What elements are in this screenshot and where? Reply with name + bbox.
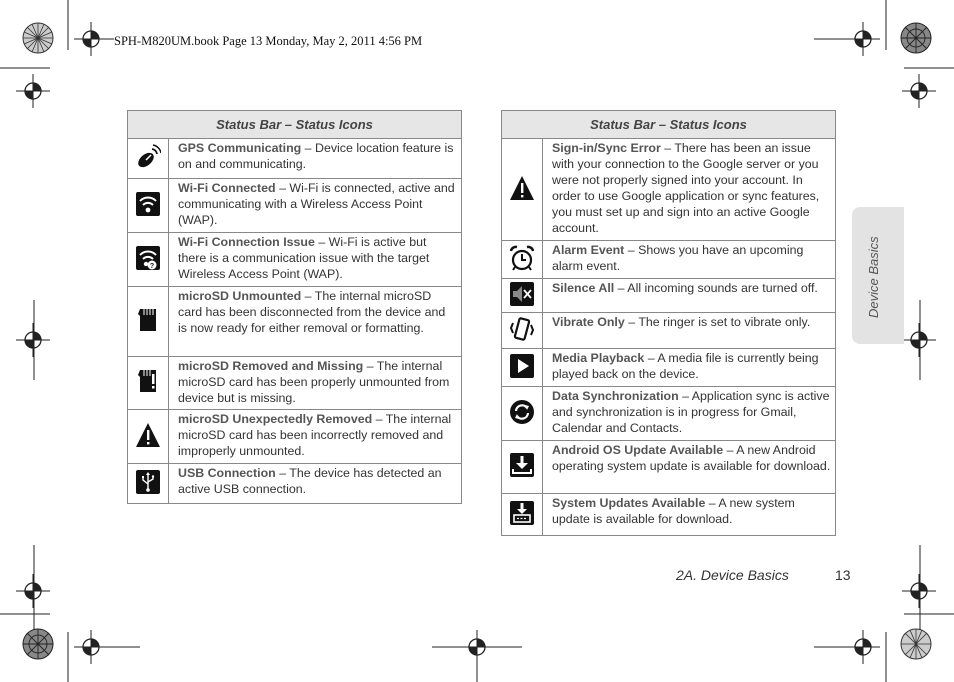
table-row <box>502 139 836 241</box>
registration-mark-top-left-rosette <box>22 22 54 54</box>
microsd-unmounted-icon <box>135 307 161 333</box>
wifi-connected-icon <box>135 191 161 217</box>
crosshair-mark-bottom-right <box>846 630 880 664</box>
row-term: System Updates Available <box>552 496 706 510</box>
table-row <box>128 233 462 287</box>
row-term: Alarm Event <box>552 243 625 257</box>
table-row <box>502 441 836 494</box>
gps-communicating-icon <box>135 144 161 170</box>
left-status-icons-table <box>127 110 462 504</box>
row-term: Media Playback <box>552 351 645 365</box>
row-description: – A new Android operating system update is available for download. <box>552 443 831 473</box>
row-term: Vibrate Only <box>552 315 625 329</box>
table-row <box>502 494 836 536</box>
page-number: 13 <box>835 567 851 583</box>
table-row <box>502 349 836 387</box>
footer-section-title: 2A. Device Basics <box>676 567 789 583</box>
row-term: Wi-Fi Connection Issue <box>178 235 315 249</box>
row-description: – The device has detected an active USB connection. <box>178 466 442 496</box>
row-description: – Wi-Fi is active but there is a communication issue with the target Wireless Access Point (WAP). <box>178 235 430 281</box>
row-description: – There has been an issue with your connection to the Google server or you were not properly signed into your account. In order to use Google application or sync features, you must set up and sign into an active Google account. <box>552 141 820 235</box>
table-title: Status Bar – Status Icons <box>128 111 462 139</box>
row-term: Android OS Update Available <box>552 443 724 457</box>
alarm-clock-icon <box>509 245 535 271</box>
registration-mark-bottom-left-rosette <box>22 628 54 660</box>
crosshair-mark-upper-left <box>16 74 50 108</box>
table-row <box>128 410 462 464</box>
table-row <box>502 279 836 313</box>
warning-icon <box>135 422 161 448</box>
registration-mark-bottom-right-rosette <box>900 628 932 660</box>
row-description: – A new system update is available for download. <box>552 496 795 526</box>
table-row <box>128 464 462 504</box>
table-row <box>128 139 462 179</box>
crosshair-mark-lower-left <box>16 574 50 608</box>
row-description: – Device location feature is on and communicating. <box>178 141 454 171</box>
table-title: Status Bar – Status Icons <box>502 111 836 139</box>
play-icon <box>509 353 535 379</box>
table-row <box>128 287 462 357</box>
row-description: – Application sync is active and synchronization is in progress for Gmail, Calendar and Contacts. <box>552 389 830 435</box>
table-row <box>502 387 836 441</box>
usb-icon <box>135 469 161 495</box>
row-description: – The ringer is set to vibrate only. <box>624 315 811 329</box>
row-description: – Wi-Fi is connected, active and communicating with a Wireless Access Point (WAP). <box>178 181 455 227</box>
table-row <box>502 241 836 279</box>
row-term: Data Synchronization <box>552 389 679 403</box>
microsd-removed-icon <box>135 368 161 394</box>
row-term: Sign-in/Sync Error <box>552 141 661 155</box>
crosshair-mark-upper-right <box>902 74 936 108</box>
crosshair-mark-lower-right <box>902 574 936 608</box>
crosshair-mark-bottom-center <box>460 630 494 664</box>
crosshair-mark-top-left <box>74 22 108 56</box>
download-icon <box>509 452 535 478</box>
crosshair-mark-middle-right <box>902 323 936 357</box>
crosshair-mark-top-right <box>846 22 880 56</box>
table-row <box>128 179 462 233</box>
row-term: microSD Unexpectedly Removed <box>178 412 373 426</box>
row-term: Silence All <box>552 281 615 295</box>
row-term: microSD Removed and Missing <box>178 359 364 373</box>
table-row <box>502 313 836 349</box>
wifi-connection-issue-icon <box>135 245 161 271</box>
row-term: USB Connection <box>178 466 276 480</box>
sync-icon <box>509 399 535 425</box>
row-term: Wi-Fi Connected <box>178 181 276 195</box>
row-description: – All incoming sounds are turned off. <box>614 281 818 295</box>
row-description: – The internal microSD card has been properly unmounted from device but is missing. <box>178 359 450 405</box>
book-print-header: SPH-M820UM.book Page 13 Monday, May 2, 2011 4:56 PM <box>114 34 423 48</box>
row-description: – The internal microSD card has been disconnected from the device and is now ready for either removal or formatting. <box>178 289 446 335</box>
crosshair-mark-middle-left <box>16 323 50 357</box>
silence-icon <box>509 281 535 307</box>
warning-icon <box>509 175 535 201</box>
svg-text:?: ? <box>149 262 155 270</box>
vibrate-icon <box>509 316 535 342</box>
row-description: – A media file is currently being played back on the device. <box>552 351 819 381</box>
row-description: – The internal microSD card has been incorrectly removed and improperly unmounted. <box>178 412 452 458</box>
right-status-icons-table <box>501 110 836 536</box>
registration-mark-top-right-rosette <box>900 22 932 54</box>
row-term: GPS Communicating <box>178 141 302 155</box>
crosshair-mark-bottom-left <box>74 630 108 664</box>
row-term: microSD Unmounted <box>178 289 302 303</box>
row-description: – Shows you have an upcoming alarm event. <box>552 243 804 273</box>
system-update-icon <box>509 500 535 526</box>
table-row <box>128 357 462 410</box>
section-side-tab-label: Device Basics <box>866 236 881 318</box>
